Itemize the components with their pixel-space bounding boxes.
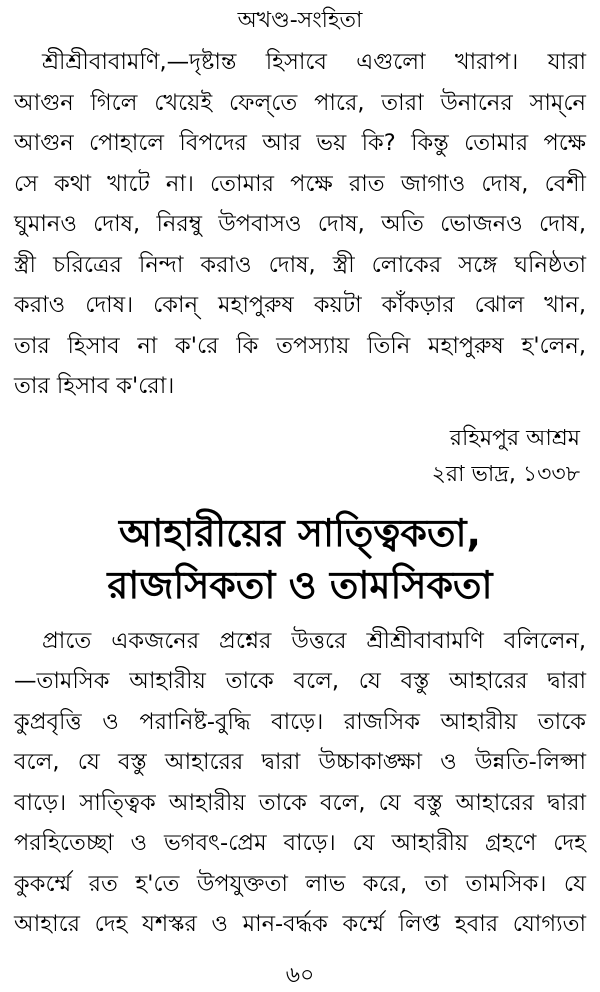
text-line: আগুন পোহালে বিপদের আর ভয় কি? কিন্তু তোমার পক্ষে — [14, 130, 586, 156]
text-line: বলে, যে বস্তু আহারের দ্বারা উচ্চাকাঙ্ক্ষা ও উন্নতি-লিপ্সা — [14, 749, 586, 775]
text-line: কুপ্রবৃত্তি ও পরানিষ্ট-বুদ্ধি বাড়ে। রাজসিক আহারীয় তাকে — [14, 708, 586, 735]
text-line: কুকর্ম্মে রত হ'তে উপযুক্ততা লাভ করে, তা তামসিক। যে — [14, 870, 586, 897]
page-number: ৬০ — [285, 963, 315, 988]
text-line: শ্রীশ্রীবাবামণি,—দৃষ্টান্ত হিসাবে এগুলো খারাপ। যারা — [42, 49, 586, 75]
text-line: স্ত্রী চরিত্রের নিন্দা করাও দোষ, স্ত্রী লোকের সঙ্গে ঘনিষ্ঠতা — [14, 251, 586, 278]
text-line: তার হিসাব না ক'রে কি তপস্যায় তিনি মহাপুরুষ হ'লেন, — [14, 332, 586, 359]
text-line: তার হিসাব ক'রো। — [14, 373, 175, 399]
text-line: আহারে দেহ যশস্কর ও মান-বর্দ্ধক কর্ম্মে লিপ্ত হবার যোগ্যতা — [14, 911, 586, 937]
signature-block — [14, 421, 586, 493]
signature-place: রহিমপুর আশ্রম — [449, 425, 580, 451]
signature-date: ২রা ভাদ্র, ১৩৩৮ — [431, 461, 580, 487]
text-line: ঘুমানও দোষ, নিরম্বু উপবাসও দোষ, অতি ভোজনও দোষ, — [14, 211, 586, 237]
running-head: অখণ্ড-সংহিতা — [237, 8, 363, 33]
heading-line: আহারীয়ের সাত্ত্বিকতা, — [119, 510, 481, 555]
paragraph-dialogue — [14, 42, 586, 407]
heading-line: রাজসিকতা ও তামসিকতা — [107, 562, 493, 607]
paragraph-body — [14, 621, 586, 945]
text-line: বাড়ে। সাত্ত্বিক আহারীয় তাকে বলে, যে বস্তু আহারের দ্বারা — [14, 789, 586, 816]
text-line: প্রাতে একজনের প্রশ্নের উত্তরে শ্রীশ্রীবাবামণি বলিলেন, — [42, 627, 586, 654]
text-line: আগুন গিলে খেয়েই ফেল্‌তে পারে, তারা উনানের সাম্‌নে — [14, 89, 586, 116]
text-line: —তামসিক আহারীয় তাকে বলে, যে বস্তু আহারের দ্বারা — [14, 668, 586, 694]
section-heading — [14, 507, 586, 611]
text-line: করাও দোষ। কোন্‌ মহাপুরুষ কয়টা কাঁকড়ার ঝোল খান, — [14, 292, 586, 318]
text-line: পরহিতেচ্ছা ও ভগবৎ-প্রেম বাড়ে। যে আহারীয় গ্রহণে দেহ — [14, 830, 586, 856]
text-line: সে কথা খাটে না। তোমার পক্ষে রাত জাগাও দোষ, বেশী — [14, 170, 586, 197]
